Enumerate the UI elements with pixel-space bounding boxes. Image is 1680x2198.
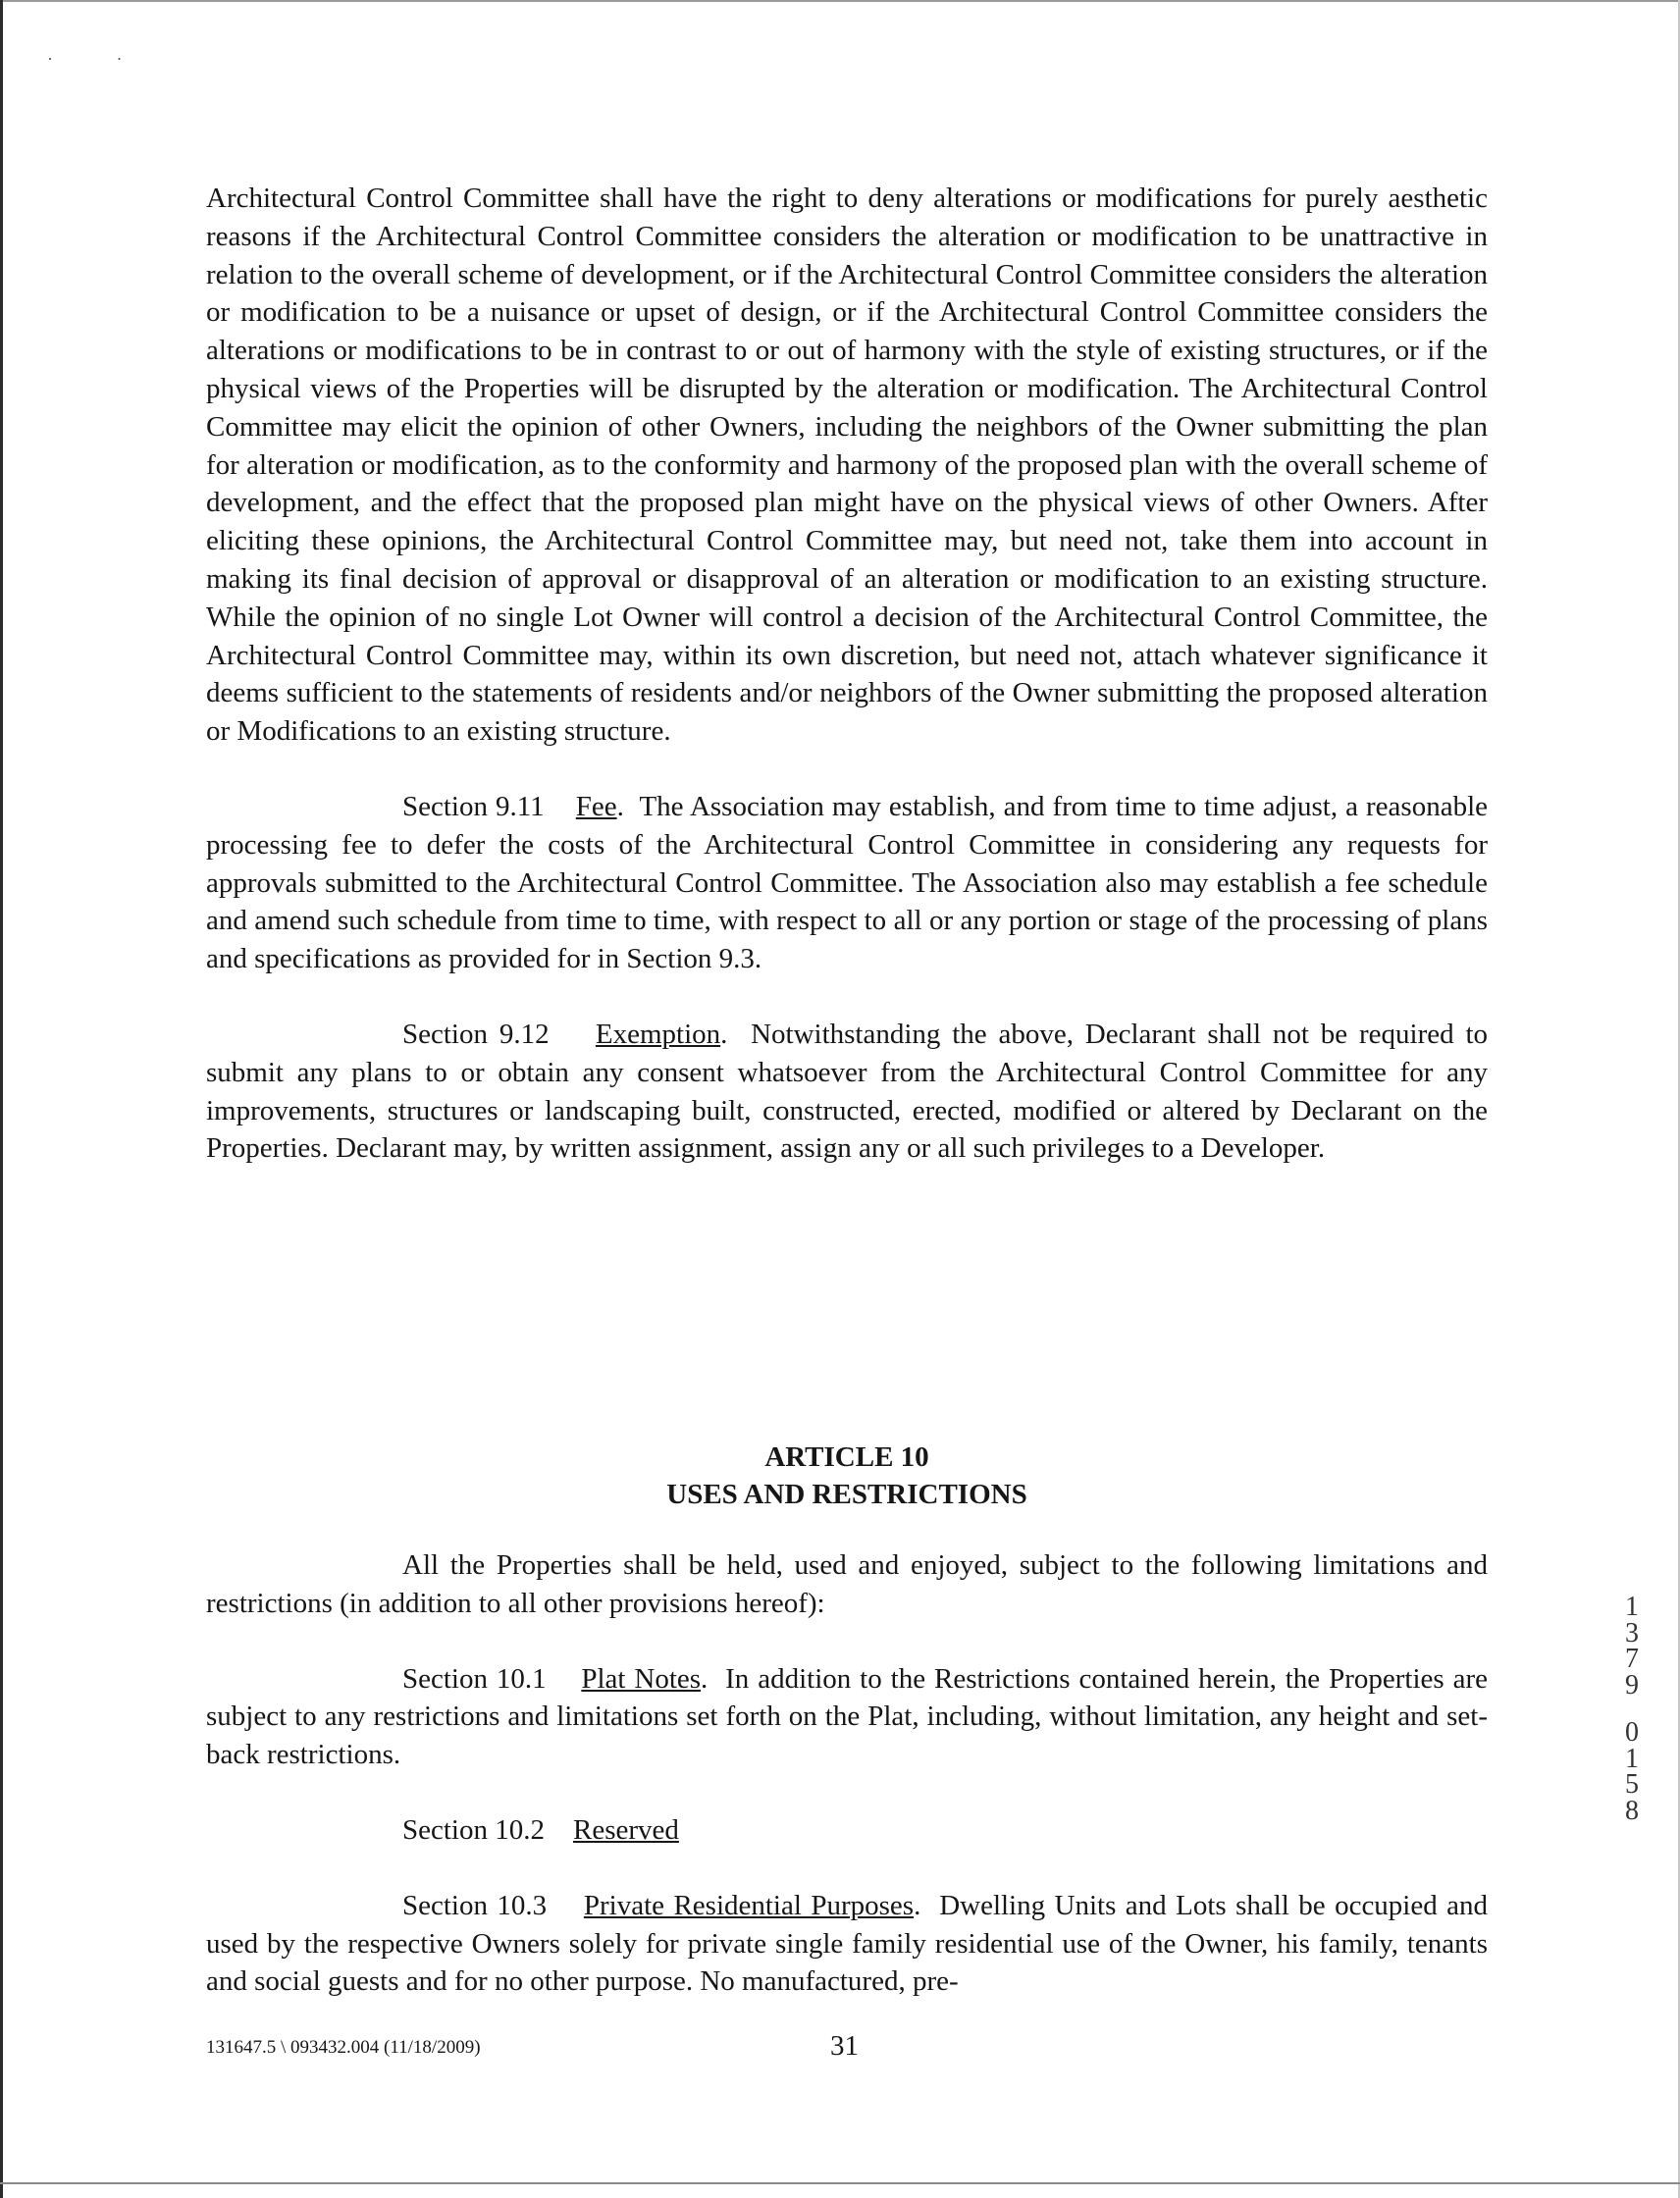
- scan-edge-bottom: [0, 2182, 1680, 2184]
- article-heading: [206, 1439, 1488, 1513]
- article-number: ARTICLE 10: [764, 1441, 929, 1473]
- section-body: The Association may establish, and from time to time adjust, a reasonable processing fee to defer the costs of the Architectural Control Committee in considering any requests for approvals submitted to the Architectural Control Committee. The Association also may establish a fee schedule and amend such schedule from time to time, with respect to all or any portion or stage of the processing of plans and specifications as provided for in Section 9.3.: [206, 790, 1489, 975]
- stamp-digit: 5: [1625, 1769, 1639, 1800]
- section-body: Dwelling Units and Lots shall be occupied and used by the respective Owners solely for private single family residential use of the Owner, his family, tenants and social guests and for no other purpose. No manufactured, pre-: [206, 1889, 1489, 1998]
- stamp-group-1: [1617, 1592, 1647, 1701]
- section-number: Section 9.12: [402, 1018, 550, 1050]
- stamp-digit: 1: [1625, 1743, 1639, 1774]
- section-title: Exemption: [595, 1018, 721, 1050]
- section-9-11: Section 9.11 Fee. The Association may establish, and from time to time adjust, a reasonable processing fee to defer the costs of the Architectural Control Committee in considering any requests for approvals submitted to the Architectural Control Committee. The Association also may establish a fee schedule and amend such schedule from time to time, with respect to all or any portion or stage of the processing of plans and specifications as provided for in Section 9.3.: [206, 790, 1489, 975]
- stamp-digit: 8: [1625, 1795, 1639, 1826]
- stamp-digit: 7: [1625, 1644, 1639, 1674]
- stamp-digit: 9: [1625, 1669, 1639, 1701]
- stamp-group-2: [1617, 1717, 1647, 1826]
- section-title: Plat Notes: [581, 1662, 702, 1695]
- stamp-digit: 0: [1625, 1717, 1639, 1748]
- section-10-2: [206, 1811, 1488, 1850]
- section-title: Private Residential Purposes: [583, 1889, 915, 1921]
- section-title: Fee: [575, 790, 617, 822]
- section-number: Section 10.3: [402, 1889, 548, 1921]
- scan-edge-left: [0, 0, 3, 2198]
- section-9-12: Section 9.12 Exemption. Notwithstanding the above, Declarant shall not be required to submit any plans to or obtain any consent whatsoever from the Architectural Control Committee for any improvements, structures or landscaping built, constructed, erected, modified or altered by Declarant on the Properties. Declarant may, by written assignment, assign any or all such privileges to a Developer.: [206, 1018, 1489, 1165]
- section-number: Section 10.1: [402, 1662, 547, 1695]
- section-10-3: Section 10.3 Private Residential Purposes. Dwelling Units and Lots shall be occupied and used by the respective Owners solely for private single family residential use of the Owner, his family, tenants and social guests and for no other purpose. No manufactured, pre-: [206, 1889, 1489, 1998]
- body-text-top: [206, 180, 1488, 1168]
- scan-specks: · ·: [47, 49, 152, 69]
- footer-doc-code: 131647.5 \ 093432.004 (11/18/2009): [206, 2037, 481, 2058]
- article-title: USES AND RESTRICTIONS: [666, 1479, 1027, 1510]
- section-body: In addition to the Restrictions contained herein, the Properties are subject to any restrictions and limitations set forth on the Plat, including, without limitation, any height and set-back restrictions.: [206, 1662, 1488, 1771]
- recording-stamp: [1617, 1592, 1647, 1826]
- section-number: Section 10.2: [402, 1813, 545, 1846]
- paragraph-continued: Architectural Control Committee shall have the right to deny alterations or modifications for purely aesthetic reasons if the Architectural Control Committee considers the alteration or modification to be unattractive in relation to the overall scheme of development, or if the Architectural Control Committee considers the alteration or modification to be a nuisance or upset of design, or if the Architectural Control Committee considers the alterations or modifications to be in contrast to or out of harmony with the style of existing structures, or if the physical views of the Properties will be disrupted by the alteration or modification. The Architectural Control Committee may elicit the opinion of other Owners, including the neighbors of the Owner submitting the plan for alteration or modification, as to the conformity and harmony of the proposed plan with the overall scheme of development, and the effect that the proposed plan might have on the physical views of other Owners. After eliciting these opinions, the Architectural Control Committee may, but need not, take them into account in making its final decision of approval or disapproval of an alteration or modification to an existing structure. While the opinion of no single Lot Owner will control a decision of the Architectural Control Committee, the Architectural Control Committee may, within its own discretion, but need not, attach whatever significance it deems sufficient to the statements of residents and/or neighbors of the Owner submitting the proposed alteration or Modifications to an existing structure.: [206, 183, 1488, 748]
- body-text-bottom: [206, 1546, 1488, 2001]
- scan-edge-top: [0, 0, 1680, 2]
- page-number: 31: [830, 2030, 859, 2062]
- stamp-digit: 3: [1625, 1617, 1639, 1648]
- stamp-digit: 1: [1625, 1592, 1639, 1622]
- section-number: Section 9.11: [402, 790, 545, 822]
- section-title: Reserved: [573, 1813, 679, 1846]
- section-10-1: Section 10.1 Plat Notes. In addition to the Restrictions contained herein, the Properties are subject to any restrictions and limitations set forth on the Plat, including, without limitation, any height and set-back restrictions.: [206, 1662, 1488, 1771]
- article-intro: All the Properties shall be held, used and enjoyed, subject to the following limitations and restrictions (in addition to all other provisions hereof):: [206, 1549, 1488, 1619]
- section-body: Notwithstanding the above, Declarant shall not be required to submit any plans to or obtain any consent whatsoever from the Architectural Control Committee for any improvements, structures or landscaping built, constructed, erected, modified or altered by Declarant on the Properties. Declarant may, by written assignment, assign any or all such privileges to a Developer.: [206, 1018, 1489, 1165]
